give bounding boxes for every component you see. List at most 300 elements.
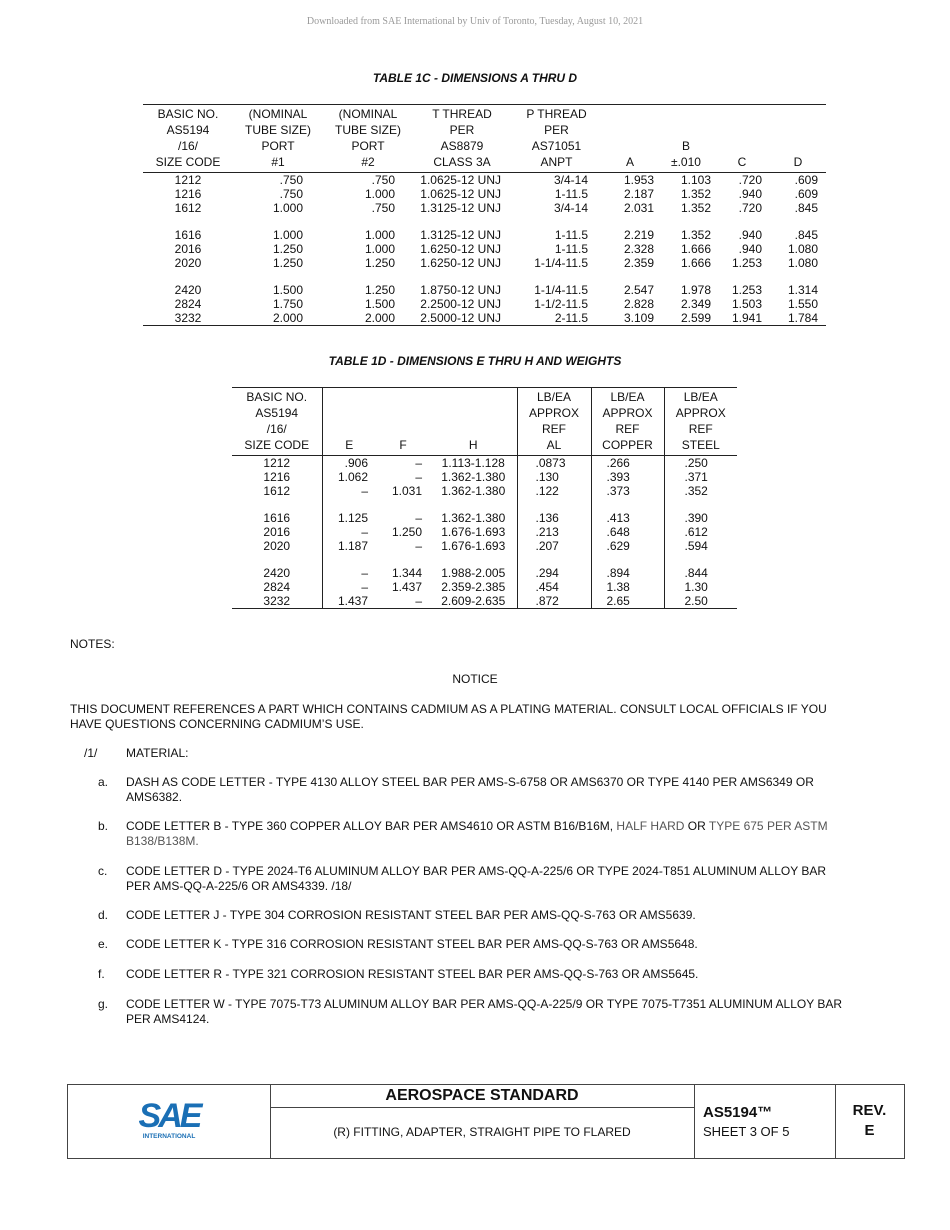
row-group-spacer bbox=[143, 215, 826, 228]
column-header-line: E bbox=[345, 438, 354, 452]
table-cell: 1.6250-12 UNJ bbox=[420, 256, 501, 270]
table-cell: – bbox=[322, 580, 376, 594]
material-item-e bbox=[98, 937, 850, 952]
spacer-cell bbox=[413, 270, 511, 283]
table-cell: 1.941 bbox=[714, 311, 770, 326]
table-cell: 1.784 bbox=[770, 311, 826, 326]
table-cell: 1.988-2.005 bbox=[441, 566, 506, 580]
table-cell: 1-11.5 bbox=[554, 242, 588, 256]
table-cell: 1.503 bbox=[731, 297, 762, 311]
table-cell: .213 bbox=[517, 525, 591, 539]
table-cell: 1.362-1.380 bbox=[441, 511, 506, 525]
table-cell: 1616 bbox=[174, 228, 202, 242]
table-cell: .720 bbox=[738, 201, 762, 215]
table-cell: 1.362-1.380 bbox=[441, 470, 506, 484]
column-header-line: A bbox=[625, 155, 634, 169]
table-cell: .207 bbox=[517, 539, 591, 553]
table-cell: 1.314 bbox=[787, 283, 818, 297]
standard-type: AEROSPACE STANDARD bbox=[270, 1085, 694, 1108]
table-cell: 2.65 bbox=[591, 594, 664, 609]
table-cell: – bbox=[415, 511, 422, 525]
table-cell: 1-11.5 bbox=[554, 187, 588, 201]
table-cell: 1.253 bbox=[731, 256, 762, 270]
table-cell: .750 bbox=[279, 173, 303, 187]
material-item-d bbox=[98, 908, 850, 923]
row-group-spacer bbox=[232, 498, 737, 511]
column-header-line: (NOMINAL bbox=[338, 107, 398, 121]
table-row bbox=[143, 311, 826, 326]
table-cell: 2420 bbox=[174, 283, 202, 297]
spacer-cell bbox=[376, 553, 430, 566]
notice-title: NOTICE bbox=[452, 672, 498, 686]
table-cell: .294 bbox=[517, 566, 591, 580]
table-cell: 2.349 bbox=[680, 297, 711, 311]
table-row bbox=[232, 594, 737, 609]
material-note-number: /1/ bbox=[84, 746, 98, 760]
table-cell: 1-1/4-11.5 bbox=[534, 256, 588, 270]
spacer-cell bbox=[714, 215, 770, 228]
item-text: CODE LETTER D - TYPE 2024-T6 ALUMINUM ALLOY BAR PER AMS-QQ-A-225/6 OR TYPE 2024-T851 ALUMINUM ALLOY BAR PER AMS-QQ-A-225/6 OR AMS4339. /18/ bbox=[126, 864, 827, 893]
material-label: MATERIAL: bbox=[126, 746, 189, 760]
table-row bbox=[143, 201, 826, 215]
table-cell: .940 bbox=[738, 242, 762, 256]
table-cell: .844 bbox=[664, 566, 737, 580]
column-header-line: COPPER bbox=[602, 438, 653, 452]
table-cell: 2016 bbox=[263, 525, 291, 539]
table-cell: 1.250 bbox=[391, 525, 422, 539]
table-cell: .250 bbox=[664, 456, 737, 471]
table-cell: .940 bbox=[738, 228, 762, 242]
table-cell: .940 bbox=[738, 187, 762, 201]
spacer-cell bbox=[322, 553, 376, 566]
table-cell: 2.031 bbox=[623, 201, 654, 215]
table-cell: .130 bbox=[517, 470, 591, 484]
table-cell: .894 bbox=[591, 566, 664, 580]
column-header bbox=[323, 105, 413, 173]
column-header-line: LB/EA bbox=[610, 390, 645, 404]
table-cell: 1.031 bbox=[391, 484, 422, 498]
table-cell: 1.3125-12 UNJ bbox=[420, 201, 501, 215]
table-cell: 1.953 bbox=[623, 173, 654, 187]
item-text-revised-1: HALF HARD bbox=[616, 819, 685, 833]
table-cell: 1.103 bbox=[680, 173, 711, 187]
table-cell: 3232 bbox=[232, 594, 322, 609]
table-cell: .371 bbox=[664, 470, 737, 484]
table-cell: 1.352 bbox=[680, 201, 711, 215]
table-cell: .136 bbox=[517, 511, 591, 525]
item-text: CODE LETTER W - TYPE 7075-T73 ALUMINUM ALLOY BAR PER AMS-QQ-A-225/9 OR TYPE 7075-T7351 ALUMINUM ALLOY BAR PER AMS4124. bbox=[126, 997, 843, 1026]
table-cell: 1-1/4-11.5 bbox=[534, 283, 588, 297]
column-header-line: SIZE CODE bbox=[155, 155, 221, 169]
table-cell: 1.8750-12 UNJ bbox=[420, 283, 501, 297]
spacer-cell bbox=[232, 498, 322, 511]
table-cell: 1.352 bbox=[680, 187, 711, 201]
table-cell: 2.000 bbox=[233, 311, 323, 326]
document-description: (R) FITTING, ADAPTER, STRAIGHT PIPE TO FLARED bbox=[333, 1125, 631, 1139]
revision-label: REV. bbox=[852, 1102, 887, 1119]
table-row bbox=[143, 187, 826, 201]
table-cell: 1.30 bbox=[664, 580, 737, 594]
column-header-line: LB/EA bbox=[683, 390, 718, 404]
revision-cell bbox=[835, 1085, 904, 1158]
table-cell: .648 bbox=[591, 525, 664, 539]
table-cell: 1-11.5 bbox=[554, 228, 588, 242]
table-cell: .629 bbox=[591, 539, 664, 553]
item-text: DASH AS CODE LETTER - TYPE 4130 ALLOY STEEL BAR PER AMS-S-6758 OR AMS6370 OR TYPE 4140 PER AMS6349 OR AMS6382. bbox=[126, 775, 814, 804]
table-cell: .266 bbox=[591, 456, 664, 471]
spacer-cell bbox=[232, 553, 322, 566]
table-1c-title: TABLE 1C - DIMENSIONS A THRU D bbox=[372, 71, 578, 85]
table-cell: 2.187 bbox=[623, 187, 654, 201]
table-cell: 2.547 bbox=[623, 283, 654, 297]
column-header-line: REF bbox=[615, 422, 640, 436]
table-cell: 2020 bbox=[174, 256, 202, 270]
column-header-line: APPROX bbox=[675, 406, 726, 420]
column-header-line: AS5194 bbox=[166, 123, 210, 137]
item-letter: b. bbox=[98, 819, 109, 833]
material-item-f bbox=[98, 967, 850, 982]
table-cell: .720 bbox=[738, 173, 762, 187]
column-header-line: PORT bbox=[261, 139, 295, 153]
item-text: CODE LETTER R - TYPE 321 CORROSION RESISTANT STEEL BAR PER AMS-QQ-S-763 OR AMS5645. bbox=[126, 967, 699, 981]
table-cell: .612 bbox=[664, 525, 737, 539]
sheet-number: SHEET 3 OF 5 bbox=[703, 1124, 790, 1139]
table-cell: .845 bbox=[794, 201, 818, 215]
spacer-cell bbox=[511, 215, 602, 228]
table-row bbox=[232, 511, 737, 525]
table-row bbox=[143, 297, 826, 311]
table-cell: 2.5000-12 UNJ bbox=[413, 311, 511, 326]
table-cell: 2.000 bbox=[323, 311, 413, 326]
table-cell: 3/4-14 bbox=[553, 173, 588, 187]
document-cell bbox=[694, 1085, 836, 1158]
spacer-cell bbox=[430, 498, 517, 511]
table-row bbox=[143, 242, 826, 256]
table-cell: 1216 bbox=[263, 470, 291, 484]
notes-label: NOTES: bbox=[70, 637, 115, 651]
column-header-line: AS8879 bbox=[440, 139, 484, 153]
table-cell: 1.6250-12 UNJ bbox=[420, 242, 501, 256]
table-cell: .393 bbox=[591, 470, 664, 484]
table-row bbox=[232, 470, 737, 484]
table-cell: 2420 bbox=[263, 566, 291, 580]
table-cell: 1.000 bbox=[364, 242, 395, 256]
table-cell: 2.359 bbox=[623, 256, 654, 270]
column-header-line: F bbox=[399, 438, 407, 452]
table-cell: 2824 bbox=[263, 580, 291, 594]
spacer-cell bbox=[430, 553, 517, 566]
table-cell: 1.250 bbox=[272, 242, 303, 256]
column-header-line: APPROX bbox=[602, 406, 653, 420]
table-row bbox=[143, 256, 826, 270]
table-cell: 1.676-1.693 bbox=[441, 539, 506, 553]
column-header bbox=[430, 388, 517, 456]
spacer-cell bbox=[602, 215, 658, 228]
spacer-cell bbox=[664, 498, 737, 511]
column-header-line: LB/EA bbox=[536, 390, 572, 404]
table-cell: .122 bbox=[517, 484, 591, 498]
table-cell: 2-11.5 bbox=[511, 311, 602, 326]
column-header-line: REF bbox=[688, 422, 713, 436]
table-cell: 2020 bbox=[263, 539, 291, 553]
spacer-cell bbox=[517, 553, 591, 566]
spacer-cell bbox=[143, 270, 233, 283]
material-heading bbox=[84, 746, 188, 761]
table-row bbox=[232, 525, 737, 539]
item-letter: d. bbox=[98, 908, 109, 922]
table-cell: 1.113-1.128 bbox=[441, 456, 505, 470]
title-cell bbox=[270, 1085, 695, 1158]
item-text-main: CODE LETTER B - TYPE 360 COPPER ALLOY BAR PER AMS4610 OR ASTM B16/B16M, bbox=[126, 819, 614, 833]
item-letter: a. bbox=[98, 775, 109, 789]
table-row bbox=[143, 228, 826, 242]
column-header bbox=[143, 105, 233, 173]
table-cell: .609 bbox=[794, 187, 818, 201]
table-cell: 1.750 bbox=[272, 297, 303, 311]
column-header bbox=[664, 388, 737, 456]
column-header-line: H bbox=[468, 438, 478, 452]
table-row bbox=[143, 283, 826, 297]
table-cell: 1.080 bbox=[787, 256, 818, 270]
column-header-line: PER bbox=[449, 123, 475, 137]
table-cell: 1-1/2-11.5 bbox=[534, 297, 588, 311]
column-header-line: B bbox=[681, 139, 690, 153]
row-group-spacer bbox=[232, 553, 737, 566]
column-header-line: ±.010 bbox=[671, 155, 701, 169]
table-cell: 1.250 bbox=[364, 283, 395, 297]
table-row bbox=[232, 484, 737, 498]
table-cell: 2.609-2.635 bbox=[430, 594, 517, 609]
spacer-cell bbox=[591, 498, 664, 511]
table-cell: – bbox=[415, 456, 422, 470]
table-cell: 1.253 bbox=[731, 283, 762, 297]
material-item-g bbox=[98, 997, 850, 1027]
column-header-line: P THREAD bbox=[526, 107, 587, 121]
table-cell: 3232 bbox=[143, 311, 233, 326]
spacer-cell bbox=[714, 270, 770, 283]
column-header-line: AS5194 bbox=[255, 406, 299, 420]
column-header bbox=[517, 388, 591, 456]
table-cell: .413 bbox=[591, 511, 664, 525]
table-cell: 1.666 bbox=[680, 256, 711, 270]
spacer-cell bbox=[143, 215, 233, 228]
table-cell: 1.0625-12 UNJ bbox=[420, 187, 501, 201]
table-cell: 1.000 bbox=[364, 228, 395, 242]
table-cell: 1.3125-12 UNJ bbox=[420, 228, 501, 242]
table-cell: 2.828 bbox=[623, 297, 654, 311]
table-cell: 1.080 bbox=[787, 242, 818, 256]
column-header bbox=[602, 105, 658, 173]
table-cell: 1.550 bbox=[787, 297, 818, 311]
sae-logo-cell bbox=[68, 1085, 271, 1158]
item-letter: c. bbox=[98, 864, 108, 878]
column-header-line: /16/ bbox=[177, 139, 198, 153]
table-cell: .609 bbox=[794, 173, 818, 187]
table-cell: 1.000 bbox=[364, 187, 395, 201]
table-cell: 1.000 bbox=[272, 228, 303, 242]
column-header-line: SIZE CODE bbox=[244, 438, 310, 452]
row-group-spacer bbox=[143, 270, 826, 283]
table-row bbox=[232, 580, 737, 594]
sae-logo-mark: SAE bbox=[138, 1097, 200, 1135]
table-cell: 2.359-2.385 bbox=[441, 580, 506, 594]
column-header bbox=[232, 388, 322, 456]
table-cell: 1.344 bbox=[391, 566, 422, 580]
spacer-cell bbox=[233, 215, 323, 228]
column-header-line: PER bbox=[544, 123, 569, 137]
table-cell: 1.125 bbox=[322, 511, 376, 525]
column-header-line: ANPT bbox=[540, 155, 573, 169]
column-header-line: C bbox=[737, 155, 747, 169]
spacer-cell bbox=[376, 498, 430, 511]
column-header-line: #1 bbox=[271, 155, 285, 169]
table-cell: .390 bbox=[664, 511, 737, 525]
table-row bbox=[232, 539, 737, 553]
table-cell: – bbox=[322, 484, 376, 498]
table-cell: .750 bbox=[371, 201, 395, 215]
column-header bbox=[591, 388, 664, 456]
table-cell: 1.437 bbox=[391, 580, 422, 594]
table-cell: 1.437 bbox=[322, 594, 376, 609]
table-cell: 1.978 bbox=[680, 283, 711, 297]
table-cell: 1612 bbox=[174, 201, 202, 215]
document-number: AS5194™ bbox=[703, 1104, 773, 1121]
table-cell: 2.50 bbox=[664, 594, 737, 609]
column-header-line: PORT bbox=[351, 139, 385, 153]
spacer-cell bbox=[770, 270, 826, 283]
table-cell: – bbox=[322, 525, 376, 539]
table-cell: 2.2500-12 UNJ bbox=[420, 297, 501, 311]
table-row bbox=[143, 173, 826, 188]
column-header-line: T THREAD bbox=[432, 107, 492, 121]
table-cell: 1612 bbox=[263, 484, 291, 498]
column-header-line: STEEL bbox=[681, 438, 720, 452]
spacer-cell bbox=[658, 215, 714, 228]
spacer-cell bbox=[322, 498, 376, 511]
spacer-cell bbox=[602, 270, 658, 283]
table-cell: .0873 bbox=[517, 456, 591, 471]
spacer-cell bbox=[591, 553, 664, 566]
sae-logo-subtext: INTERNATIONAL bbox=[142, 1133, 196, 1140]
material-item-b bbox=[98, 819, 850, 849]
title-block bbox=[67, 1084, 905, 1159]
table-cell: 1.38 bbox=[591, 580, 664, 594]
table-cell: 1.500 bbox=[364, 297, 395, 311]
table-cell: 3.109 bbox=[602, 311, 658, 326]
table-cell: 1.0625-12 UNJ bbox=[420, 173, 501, 187]
column-header-line: REF bbox=[542, 422, 566, 436]
table-cell: .373 bbox=[591, 484, 664, 498]
table-cell: .872 bbox=[517, 594, 591, 609]
table-cell: 2.219 bbox=[623, 228, 654, 242]
item-letter: e. bbox=[98, 937, 109, 951]
table-cell: 1616 bbox=[263, 511, 291, 525]
spacer-cell bbox=[664, 553, 737, 566]
table-cell: – bbox=[415, 539, 422, 553]
table-1c bbox=[143, 104, 826, 326]
table-cell: .906 bbox=[322, 456, 376, 471]
column-header-line: TUBE SIZE) bbox=[244, 123, 311, 137]
table-cell: .845 bbox=[794, 228, 818, 242]
item-letter: f. bbox=[98, 967, 105, 981]
table-cell: 2.599 bbox=[658, 311, 714, 326]
table-cell: 1216 bbox=[174, 187, 202, 201]
download-watermark: Downloaded from SAE International by Univ of Toronto, Tuesday, August 10, 2021 bbox=[306, 16, 644, 27]
column-header-line: AL bbox=[546, 438, 562, 452]
table-cell: 1.062 bbox=[322, 470, 376, 484]
table-cell: 1.362-1.380 bbox=[441, 484, 506, 498]
column-header-line: BASIC NO. bbox=[246, 390, 308, 404]
table-cell: 1.000 bbox=[272, 201, 303, 215]
spacer-cell bbox=[658, 270, 714, 283]
item-text-revised-2: TYPE 675 PER ASTM B138/B138M. bbox=[126, 819, 828, 848]
item-text bbox=[126, 819, 850, 849]
spacer-cell bbox=[323, 270, 413, 283]
item-text-or: OR bbox=[687, 819, 706, 833]
table-cell: 2016 bbox=[174, 242, 202, 256]
table-cell: 1.352 bbox=[680, 228, 711, 242]
column-header bbox=[658, 105, 714, 173]
column-header-line: CLASS 3A bbox=[433, 155, 491, 169]
item-text: CODE LETTER J - TYPE 304 CORROSION RESISTANT STEEL BAR PER AMS-QQ-S-763 OR AMS5639. bbox=[126, 908, 696, 922]
table-cell: – bbox=[376, 594, 430, 609]
spacer-cell bbox=[517, 498, 591, 511]
table-cell: 1212 bbox=[263, 456, 291, 470]
table-cell: 2824 bbox=[174, 297, 202, 311]
table-cell: 2.328 bbox=[623, 242, 654, 256]
material-item-c bbox=[98, 864, 850, 894]
table-cell: 1212 bbox=[174, 173, 202, 187]
table-1d-title: TABLE 1D - DIMENSIONS E THRU H AND WEIGHTS bbox=[328, 354, 622, 368]
table-row bbox=[232, 456, 737, 471]
column-header-line: BASIC NO. bbox=[157, 107, 219, 121]
column-header-line: /16/ bbox=[266, 422, 287, 436]
column-header-line: TUBE SIZE) bbox=[334, 123, 401, 137]
table-cell: 1.666 bbox=[680, 242, 711, 256]
spacer-cell bbox=[511, 270, 602, 283]
table-cell: .352 bbox=[664, 484, 737, 498]
table-1d bbox=[232, 387, 737, 609]
column-header bbox=[376, 388, 430, 456]
spacer-cell bbox=[770, 215, 826, 228]
spacer-cell bbox=[233, 270, 323, 283]
item-letter: g. bbox=[98, 997, 109, 1011]
table-cell: 1.187 bbox=[322, 539, 376, 553]
column-header-line: AS71051 bbox=[531, 139, 582, 153]
table-cell: .750 bbox=[371, 173, 395, 187]
spacer-cell bbox=[323, 215, 413, 228]
notice-text: THIS DOCUMENT REFERENCES A PART WHICH CONTAINS CADMIUM AS A PLATING MATERIAL. CONSULT LOCAL OFFICIALS IF YOU HAVE QUESTIONS CONCERNING CADMIUM’S USE. bbox=[70, 702, 827, 731]
column-header-line: D bbox=[793, 155, 803, 169]
table-cell: .750 bbox=[279, 187, 303, 201]
table-cell: 1.250 bbox=[272, 256, 303, 270]
table-cell: 1.500 bbox=[272, 283, 303, 297]
column-header bbox=[413, 105, 511, 173]
sae-logo bbox=[68, 1085, 270, 1158]
column-header bbox=[322, 388, 376, 456]
revision-value: E bbox=[864, 1122, 875, 1139]
table-cell: .594 bbox=[664, 539, 737, 553]
table-cell: 1.676-1.693 bbox=[441, 525, 506, 539]
spacer-cell bbox=[413, 215, 511, 228]
table-cell: – bbox=[415, 470, 422, 484]
material-item-a bbox=[98, 775, 850, 805]
table-cell: – bbox=[322, 566, 376, 580]
column-header bbox=[714, 105, 770, 173]
table-cell: 3/4-14 bbox=[553, 201, 588, 215]
table-row bbox=[232, 566, 737, 580]
table-cell: 1.250 bbox=[364, 256, 395, 270]
